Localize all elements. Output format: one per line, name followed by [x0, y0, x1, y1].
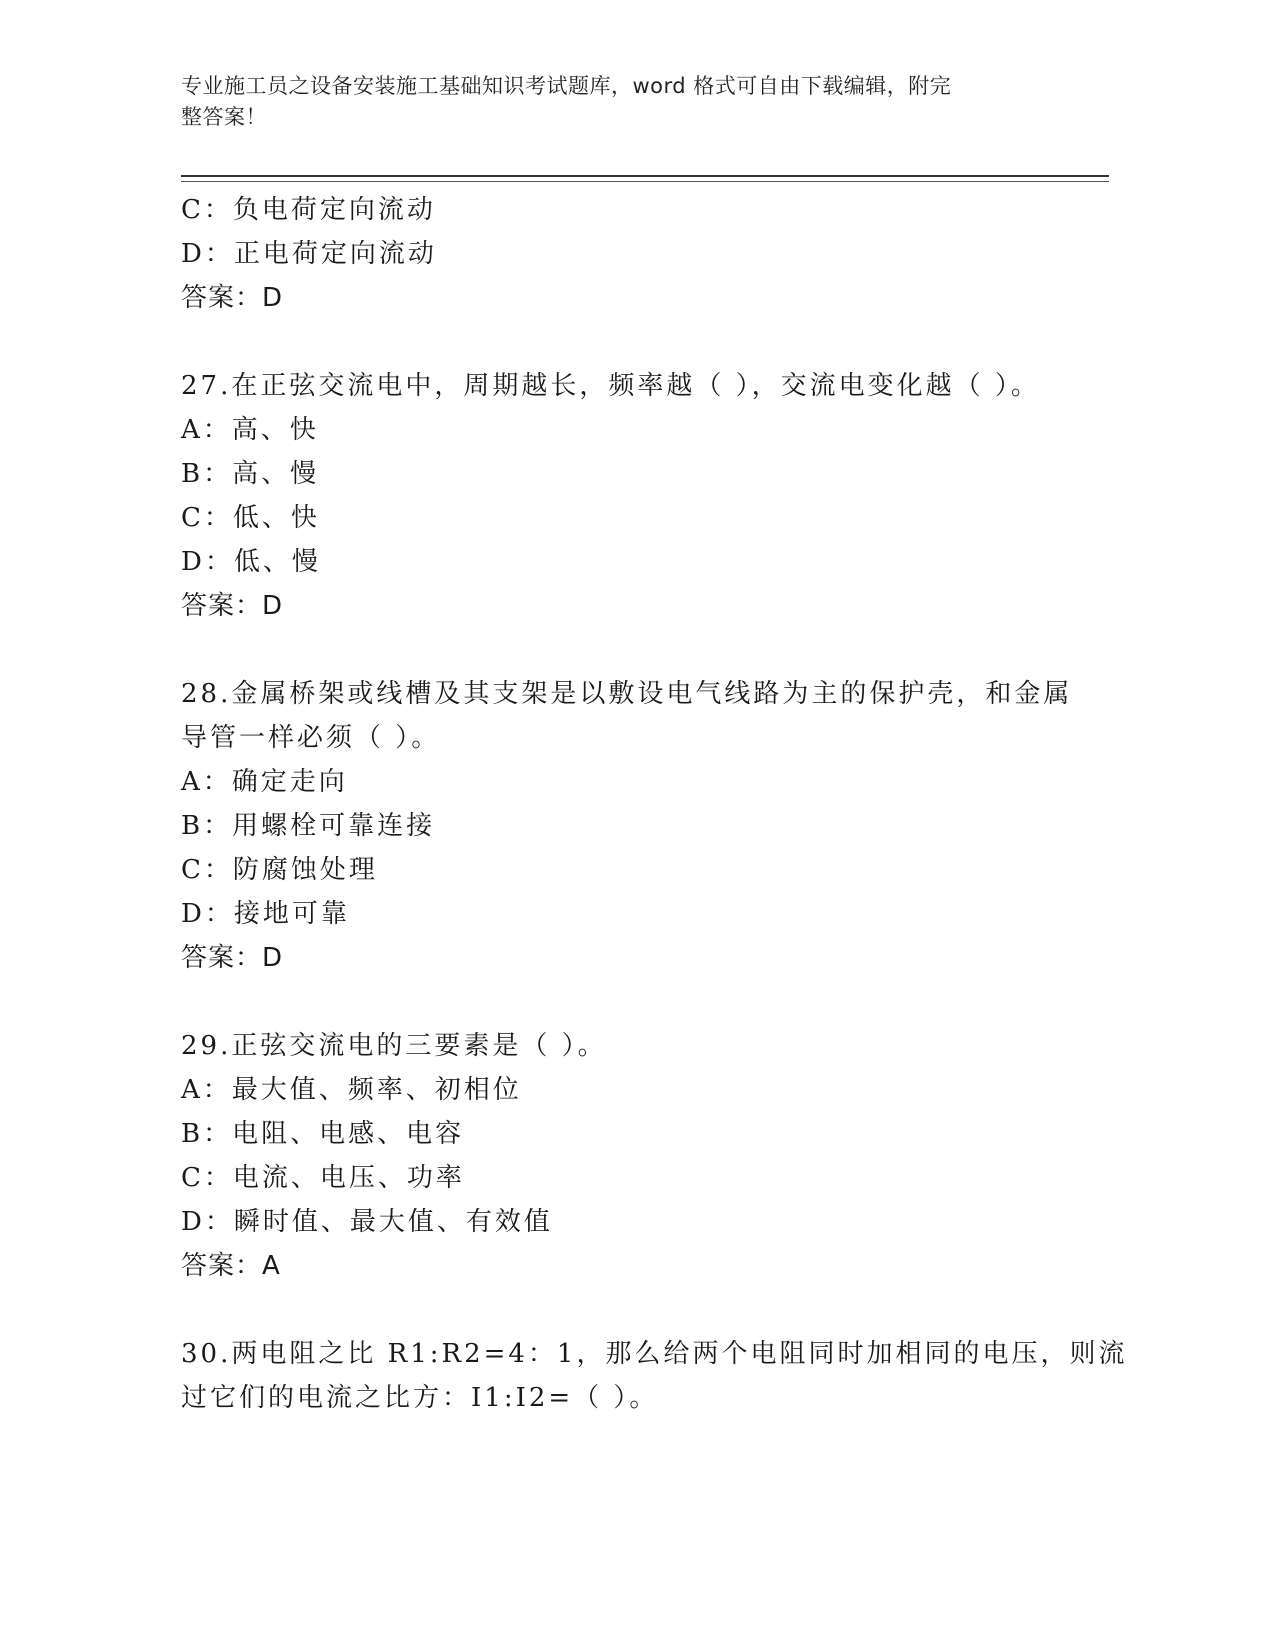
option-d: D：接地可靠: [181, 899, 350, 929]
question-text: 29.正弦交流电的三要素是（ ）。: [181, 1031, 607, 1061]
option-a: A：最大值、频率、初相位: [181, 1075, 522, 1105]
question-text: 28.金属桥架或线槽及其支架是以敷设电气线路为主的保护壳，和金属: [181, 679, 1073, 709]
option-c: C：防腐蚀处理: [181, 855, 378, 885]
question-block-29: [181, 1024, 1081, 1288]
spacer: [181, 1288, 1081, 1332]
spacer: [181, 628, 1081, 672]
header-divider-thick: [181, 175, 1109, 177]
question-text: 30.两电阻之比 R1:R2=4：1，那么给两个电阻同时加相同的电压，则流: [181, 1339, 1128, 1369]
header-divider-thin: [181, 181, 1109, 182]
option-c: C：负电荷定向流动: [181, 195, 436, 225]
question-list: [181, 188, 1128, 1420]
question-block-26: [181, 188, 1081, 320]
option-a: A：高、快: [181, 415, 319, 445]
option-d: D：瞬时值、最大值、有效值: [181, 1207, 553, 1237]
header-line-2: 整答案！: [181, 105, 267, 129]
option-d: D：低、慢: [181, 547, 321, 577]
option-c: C：低、快: [181, 503, 320, 533]
option-d: D：正电荷定向流动: [181, 239, 437, 269]
option-a: A：确定走向: [181, 767, 348, 797]
spacer: [181, 980, 1081, 1024]
option-b: B：高、慢: [181, 459, 320, 489]
option-c: C：电流、电压、功率: [181, 1163, 465, 1193]
answer-line: 答案：D: [181, 283, 284, 313]
document-header: [181, 71, 1061, 133]
question-block-27: [181, 364, 1081, 628]
answer-line: 答案：D: [181, 943, 284, 973]
spacer: [181, 320, 1081, 364]
answer-line: 答案：D: [181, 591, 284, 621]
question-text-continued: 导管一样必须（ ）。: [181, 723, 441, 753]
header-line-1: 专业施工员之设备安装施工基础知识考试题库，word 格式可自由下载编辑，附完: [181, 74, 952, 98]
question-text-continued: 过它们的电流之比方：I1:I2=（ ）。: [181, 1383, 659, 1413]
question-text: 27.在正弦交流电中，周期越长，频率越（ ），交流电变化越（ ）。: [181, 371, 1040, 401]
option-b: B：电阻、电感、电容: [181, 1119, 465, 1149]
answer-line: 答案：A: [181, 1251, 281, 1281]
question-block-30: [181, 1332, 1128, 1420]
option-b: B：用螺栓可靠连接: [181, 811, 436, 841]
question-block-28: [181, 672, 1081, 980]
